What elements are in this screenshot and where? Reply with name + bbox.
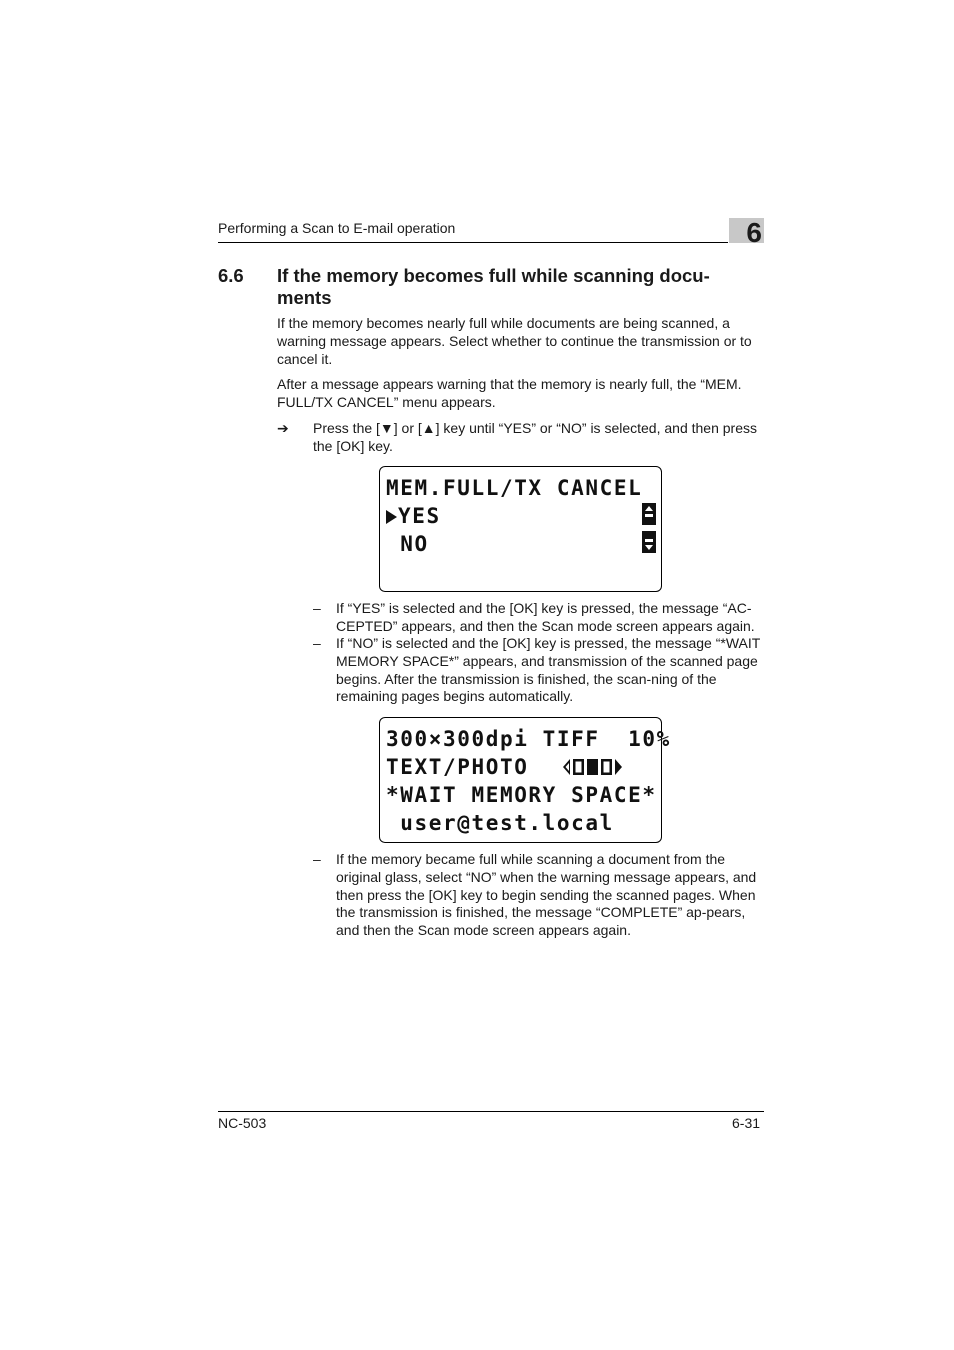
option-yes-label: YES (398, 504, 441, 528)
selection-cursor-icon (386, 510, 397, 524)
note-original-glass: If the memory became full while scanning a document from the original glass, select “NO” when the warning message appears, and then press the [OK] key to begin sending the scanned pages. When the transmission is finished, the message “COMPLETE” ap-pears, and then the Scan mode screen appears again. (336, 851, 757, 939)
step-instruction: Press the [▼] or [▲] key until “YES” or “NO” is selected, and then press the [OK] key. (313, 420, 757, 454)
section-title: If the memory becomes full while scanning docu-ments (277, 265, 710, 308)
section-number: 6.6 (218, 265, 244, 286)
lcd-destination: user@test.local (386, 811, 614, 835)
scroll-down-icon (642, 531, 656, 553)
header-rule (218, 242, 728, 243)
chapter-tab: 6 (729, 218, 764, 243)
lcd-mem-full-menu (379, 466, 662, 592)
lcd-scan-status (379, 717, 671, 843)
note-yes: If “YES” is selected and the [OK] key is pressed, the message “AC-CEPTED” appears, and then the Scan mode screen appears again. (336, 600, 755, 634)
note-no: If “NO” is selected and the [OK] key is pressed, the message “*WAIT MEMORY SPACE*” appears, and transmission of the scanned page begins. After the transmission is finished, the scan-ning of the remaining pages begins automatically. (336, 635, 761, 705)
lcd-option-yes (386, 503, 657, 529)
bullet-dash: – (313, 600, 321, 616)
lcd-resolution-line: 300×300dpi TIFF 10% (386, 727, 671, 751)
bullet-dash: – (313, 851, 321, 867)
step-arrow-icon: ➔ (277, 420, 289, 436)
footer-page-number: 6-31 (732, 1115, 761, 1131)
intro-paragraph: If the memory becomes nearly full while documents are being scanned, a warning message appears. Select whether to continue the transmission or to cancel it. (277, 315, 752, 367)
scroll-up-icon (642, 503, 656, 525)
lcd-option-no: NO (386, 532, 429, 556)
footer-model: NC-503 (218, 1115, 267, 1131)
menu-paragraph: After a message appears warning that the memory is nearly full, the “MEM. FULL/TX CANCEL” menu appears. (277, 376, 742, 410)
bullet-dash: – (313, 635, 321, 651)
lcd-wait-message: *WAIT MEMORY SPACE* (386, 783, 657, 807)
lcd-menu-title: MEM.FULL/TX CANCEL (386, 476, 643, 500)
density-scale-icon (563, 757, 629, 777)
lcd-mode-line: TEXT/PHOTO (386, 755, 529, 779)
footer-rule (218, 1111, 764, 1112)
running-head-title: Performing a Scan to E-mail operation (218, 220, 456, 236)
